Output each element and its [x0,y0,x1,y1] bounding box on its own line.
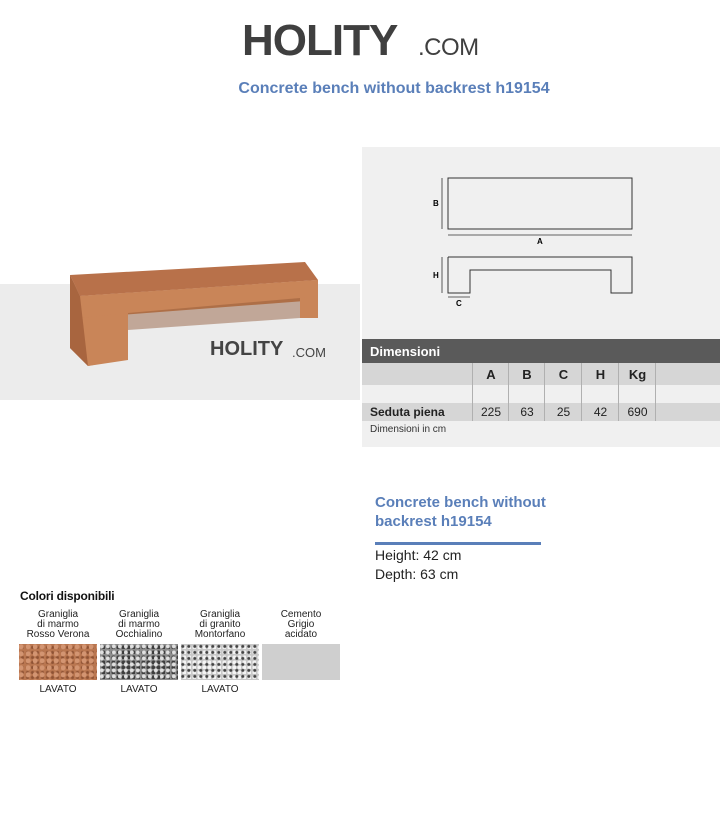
column-header-a: A [472,363,509,385]
color-finish: LAVATO [201,684,239,695]
row-label: Seduta piena [370,405,445,419]
column-header-c: C [544,363,582,385]
color-option-grigio-acidato[interactable] [262,610,340,684]
technical-sheet [362,147,720,447]
cell-b: 63 [508,403,545,421]
color-option-occhialino[interactable] [100,610,178,695]
cell-a: 225 [472,403,509,421]
column-header-kg: Kg [618,363,656,385]
logo-text: HOLITY [242,16,398,65]
title-divider [375,542,541,545]
drawing-label-h: H [433,271,439,280]
logo-suffix: .COM [418,34,479,61]
color-swatch [181,644,259,680]
color-finish: LAVATO [39,684,77,695]
cell-h: 42 [581,403,619,421]
spec-height: Height: 42 cm [375,547,462,563]
page-title: Concrete bench without backrest h19154 [238,80,550,97]
product-title: Concrete bench without backrest h19154 [375,494,546,530]
dimensions-note: Dimensioni in cm [370,424,447,435]
colors-title: Colori disponibili [20,589,115,603]
color-option-rosso-verona[interactable] [19,610,97,695]
table-row [362,403,720,421]
spec-depth: Depth: 63 cm [375,566,459,582]
color-finish: LAVATO [120,684,158,695]
technical-drawing [362,147,720,337]
cell-kg: 690 [618,403,656,421]
color-option-montorfano[interactable] [181,610,259,695]
color-swatch [262,644,340,680]
color-name: Graniglia di marmo Occhialino [115,609,163,640]
site-logo[interactable] [242,12,482,70]
dimensions-header-row [362,363,720,385]
color-swatch [100,644,178,680]
dimensions-spacer-row [362,385,720,403]
drawing-label-a: A [537,237,543,246]
dimensions-header: Dimensioni [362,339,720,363]
column-header-b: B [508,363,545,385]
product-image [0,148,360,400]
cell-c: 25 [544,403,582,421]
color-name: Cemento Grigio acidato [280,609,322,640]
watermark-logo: HOLITY .COM [210,338,326,360]
color-name: Graniglia di marmo Rosso Verona [26,609,90,640]
column-header-h: H [581,363,619,385]
drawing-label-c: C [456,299,462,308]
color-swatch [19,644,97,680]
color-name: Graniglia di granito Montorfano [194,609,246,640]
drawing-label-b: B [433,199,439,208]
